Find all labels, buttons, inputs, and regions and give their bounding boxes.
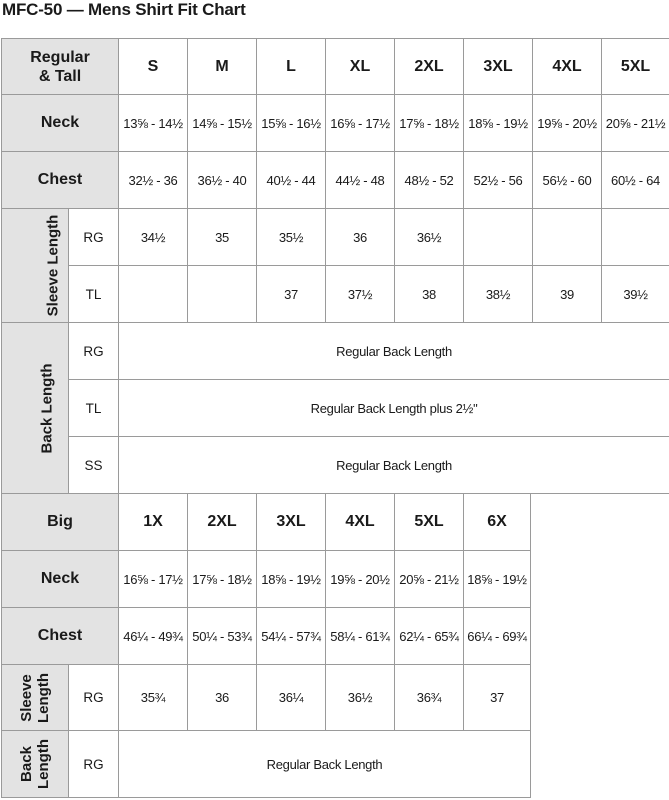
neck-cell: 15⅝ - 16½ xyxy=(257,95,326,152)
big-chest-row xyxy=(2,608,531,665)
sleeve-tl-cell: 38 xyxy=(395,266,464,323)
sleeve-tl-cell xyxy=(188,266,257,323)
size-header: 3XL xyxy=(257,494,326,551)
sleeve-rg-cell: 34½ xyxy=(119,209,188,266)
size-header: 2XL xyxy=(395,39,464,95)
size-header: 4XL xyxy=(533,39,602,95)
neck-cell: 16⅝ - 17½ xyxy=(326,95,395,152)
chest-cell: 62¼ - 65¾ xyxy=(395,608,464,665)
neck-cell: 17⅝ - 18½ xyxy=(188,551,257,608)
neck-cell: 16⅝ - 17½ xyxy=(119,551,188,608)
sleeve-rg-cell: 36 xyxy=(326,209,395,266)
size-header: 3XL xyxy=(464,39,533,95)
corner-line-1: Regular xyxy=(30,48,90,66)
back-length-label xyxy=(2,323,69,494)
neck-cell: 17⅝ - 18½ xyxy=(395,95,464,152)
big-sleeve-length-label xyxy=(2,665,69,731)
sleeve-rg-cell xyxy=(464,209,533,266)
sleeve-rg-label: RG xyxy=(69,209,119,266)
chest-row xyxy=(2,152,669,209)
back-ss-label: SS xyxy=(69,437,119,494)
size-header: 4XL xyxy=(326,494,395,551)
back-rg-label: RG xyxy=(69,323,119,380)
big-size-table xyxy=(1,493,531,798)
chest-cell: 50¼ - 53¾ xyxy=(188,608,257,665)
neck-cell: 14⅝ - 15½ xyxy=(188,95,257,152)
sleeve-rg-cell: 36½ xyxy=(326,665,395,731)
sleeve-rg-cell: 35½ xyxy=(257,209,326,266)
page-title: MFC-50 — Mens Shirt Fit Chart xyxy=(2,0,246,19)
chest-cell: 54¼ - 57¾ xyxy=(257,608,326,665)
sleeve-rg-cell: 36¾ xyxy=(395,665,464,731)
size-header: L xyxy=(257,39,326,95)
size-header: 5XL xyxy=(602,39,669,95)
regular-tall-size-table xyxy=(1,38,669,494)
chest-cell: 44½ - 48 xyxy=(326,152,395,209)
neck-cell: 20⅝ - 21½ xyxy=(395,551,464,608)
sleeve-rg-cell: 37 xyxy=(464,665,531,731)
sleeve-tl-cell: 38½ xyxy=(464,266,533,323)
chest-cell: 48½ - 52 xyxy=(395,152,464,209)
size-header: 5XL xyxy=(395,494,464,551)
sleeve-rg-cell xyxy=(602,209,669,266)
sleeve-tl-cell: 39½ xyxy=(602,266,669,323)
big-sleeve-label-line-2: Length xyxy=(35,672,52,723)
sleeve-tl-cell xyxy=(119,266,188,323)
sleeve-rg-cell xyxy=(533,209,602,266)
sleeve-rg-row xyxy=(2,209,669,266)
big-back-label-line-2: Length xyxy=(35,739,52,789)
sleeve-rg-cell: 35 xyxy=(188,209,257,266)
neck-cell: 20⅝ - 21½ xyxy=(602,95,669,152)
back-rg-row xyxy=(2,323,669,380)
size-header: XL xyxy=(326,39,395,95)
chest-cell: 52½ - 56 xyxy=(464,152,533,209)
chest-cell: 66¼ - 69¾ xyxy=(464,608,531,665)
regular-tall-corner-header xyxy=(2,39,119,95)
sleeve-tl-cell: 39 xyxy=(533,266,602,323)
big-neck-row xyxy=(2,551,531,608)
chest-cell: 56½ - 60 xyxy=(533,152,602,209)
size-header-row xyxy=(2,39,669,95)
neck-cell: 19⅝ - 20½ xyxy=(326,551,395,608)
size-header: 2XL xyxy=(188,494,257,551)
sleeve-rg-cell: 35¾ xyxy=(119,665,188,731)
big-back-length-label-text xyxy=(18,739,52,789)
big-sleeve-label-line-1: Sleeve xyxy=(18,673,35,722)
neck-cell: 18⅝ - 19½ xyxy=(464,95,533,152)
sleeve-length-label xyxy=(2,209,69,323)
back-rg-value: Regular Back Length xyxy=(119,323,669,380)
back-tl-row xyxy=(2,380,669,437)
size-header: 1X xyxy=(119,494,188,551)
back-rg-value: Regular Back Length xyxy=(119,731,531,798)
big-back-length-label xyxy=(2,731,69,798)
neck-row-label: Neck xyxy=(2,95,119,152)
back-ss-row xyxy=(2,437,669,494)
chest-cell: 60½ - 64 xyxy=(602,152,669,209)
back-tl-label: TL xyxy=(69,380,119,437)
back-ss-value: Regular Back Length xyxy=(119,437,669,494)
neck-cell: 18⅝ - 19½ xyxy=(464,551,531,608)
size-header: 6X xyxy=(464,494,531,551)
big-size-header-row xyxy=(2,494,531,551)
chest-cell: 58¼ - 61¾ xyxy=(326,608,395,665)
back-length-label-text: Back Length xyxy=(38,362,56,454)
sleeve-rg-label: RG xyxy=(69,665,119,731)
sleeve-tl-label: TL xyxy=(69,266,119,323)
chest-cell: 32½ - 36 xyxy=(119,152,188,209)
big-sleeve-length-label-text xyxy=(18,673,52,723)
chest-cell: 36½ - 40 xyxy=(188,152,257,209)
big-sleeve-row xyxy=(2,665,531,731)
back-rg-label: RG xyxy=(69,731,119,798)
neck-row xyxy=(2,95,669,152)
sleeve-tl-row xyxy=(2,266,669,323)
chest-cell: 46¼ - 49¾ xyxy=(119,608,188,665)
big-back-row xyxy=(2,731,531,798)
neck-cell: 19⅝ - 20½ xyxy=(533,95,602,152)
size-header: M xyxy=(188,39,257,95)
sleeve-tl-cell: 37½ xyxy=(326,266,395,323)
back-tl-value: Regular Back Length plus 2½" xyxy=(119,380,669,437)
chest-cell: 40½ - 44 xyxy=(257,152,326,209)
neck-cell: 18⅝ - 19½ xyxy=(257,551,326,608)
neck-cell: 13⅝ - 14½ xyxy=(119,95,188,152)
corner-line-2: & Tall xyxy=(38,67,82,85)
neck-row-label: Neck xyxy=(2,551,119,608)
sleeve-rg-cell: 36 xyxy=(188,665,257,731)
big-corner-header: Big xyxy=(2,494,119,551)
sleeve-length-label-text: Sleeve Length xyxy=(44,214,62,317)
sleeve-rg-cell: 36¼ xyxy=(257,665,326,731)
size-header: S xyxy=(119,39,188,95)
big-back-label-line-1: Back xyxy=(18,746,35,782)
sleeve-rg-cell: 36½ xyxy=(395,209,464,266)
chest-row-label: Chest xyxy=(2,152,119,209)
chest-row-label: Chest xyxy=(2,608,119,665)
sleeve-tl-cell: 37 xyxy=(257,266,326,323)
